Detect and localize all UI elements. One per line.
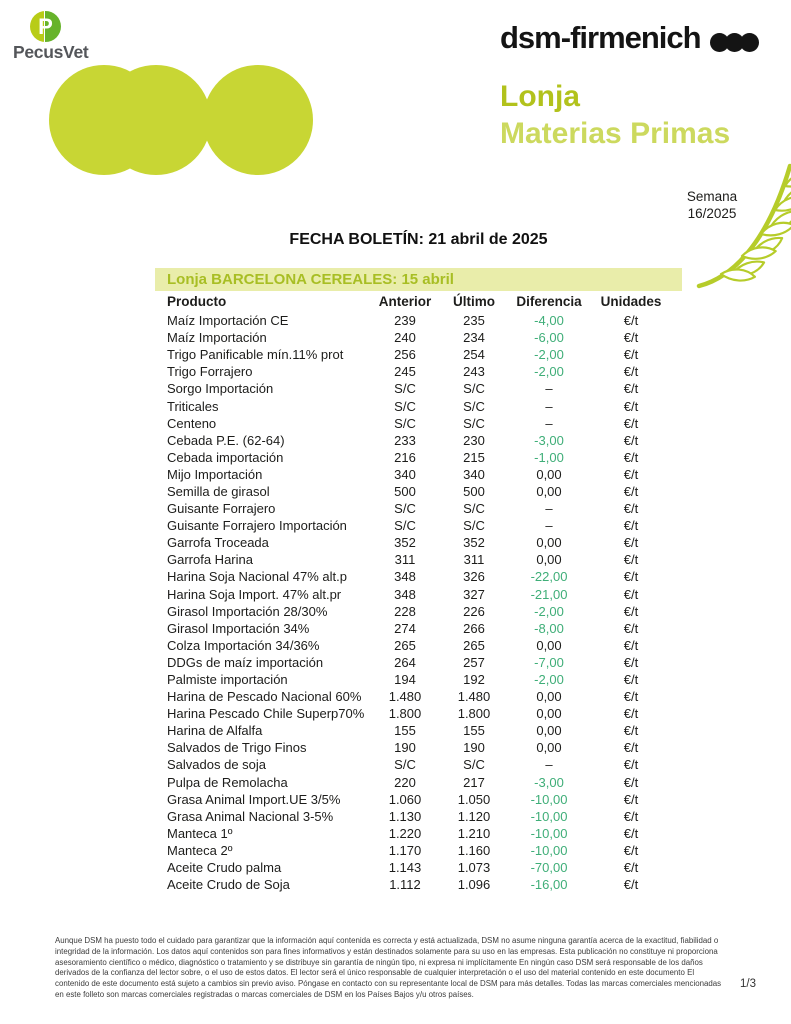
cell-ultimo: 230 <box>463 432 485 448</box>
cell-ultimo: 311 <box>463 552 485 568</box>
table-row <box>155 791 682 808</box>
cell-unidades: €/t <box>623 569 639 585</box>
cell-unidades: €/t <box>623 313 639 329</box>
cell-ultimo: S/C <box>463 398 485 414</box>
cell-anterior: 220 <box>394 774 416 790</box>
table-row <box>155 756 682 773</box>
table-row <box>155 312 682 329</box>
cell-producto: Pulpa de Remolacha <box>167 774 288 790</box>
cell-producto: Girasol Importación 28/30% <box>167 603 328 619</box>
cell-unidades: €/t <box>623 740 639 756</box>
table-row <box>155 739 682 756</box>
cell-producto: Centeno <box>167 415 217 431</box>
table-row <box>155 620 682 637</box>
cell-diferencia: 0,00 <box>536 637 562 653</box>
cell-producto: Harina de Alfalfa <box>167 723 263 739</box>
cell-anterior: 239 <box>394 313 416 329</box>
table-row <box>155 688 682 705</box>
cell-diferencia: -2,00 <box>534 364 564 380</box>
cell-unidades: €/t <box>623 483 639 499</box>
table-row <box>155 466 682 483</box>
section-header-bar <box>155 268 682 291</box>
cell-diferencia: -3,00 <box>534 432 564 448</box>
cell-unidades: €/t <box>623 552 639 568</box>
cell-anterior: 194 <box>394 672 416 688</box>
cell-unidades: €/t <box>623 466 639 482</box>
cell-diferencia: -8,00 <box>534 620 564 636</box>
cell-unidades: €/t <box>623 381 639 397</box>
legal-disclaimer: Aunque DSM ha puesto todo el cuidado para garantizar que la información aquí contenida es correcta y está actualizada, DSM no asume ninguna garantía acerca de la exactitud, fiabilidad o integridad de la información. Los datos aquí contenidos son para fines informativos y están destinados solamente para su uso en las empresas. Esta publicación no constituye ni proporciona asesoramiento científico o médico, diagnóstico o tratamiento y se distribuye sin garantía de ningún tipo, ni expresa ni implícitamente En ningún caso DSM será responsable de los daños derivados de la confianza del lector sobre, o el uso de estos datos. El lector será el único responsable de cualquier interpretación o el uso del material contenido en este documento El contenido de este documento está sujeto a cambios sin previo aviso. Póngase en contacto con su representante local de DSM para más detalles. Todas las marcas comerciales mencionadas en este folleto son marcas comerciales registradas o marcas comerciales de DSM en los Países Bajos y/u otros países. <box>55 936 722 999</box>
cell-unidades: €/t <box>623 330 639 346</box>
cell-diferencia: -10,00 <box>530 808 568 824</box>
cell-anterior: 228 <box>394 603 416 619</box>
cell-ultimo: 266 <box>463 620 485 636</box>
cell-anterior: 348 <box>394 586 416 602</box>
cell-anterior: 245 <box>394 364 416 380</box>
cell-producto: Manteca 1º <box>167 825 233 841</box>
cell-unidades: €/t <box>623 689 639 705</box>
col-header-anterior: Anterior <box>378 294 432 309</box>
cell-ultimo: 1.480 <box>457 689 491 705</box>
cell-producto: Trigo Panificable mín.11% prot <box>167 347 344 363</box>
cell-anterior: 1.170 <box>388 842 422 858</box>
cell-anterior: 274 <box>394 620 416 636</box>
cell-diferencia: -22,00 <box>530 569 568 585</box>
cell-unidades: €/t <box>623 757 639 773</box>
cell-diferencia: 0,00 <box>536 466 562 482</box>
cell-producto: Aceite Crudo palma <box>167 860 282 876</box>
cell-producto: Guisante Forrajero Importación <box>167 518 347 534</box>
dsm-firmenich-wordmark: dsm-firmenich <box>500 20 701 55</box>
cell-producto: Maíz Importación CE <box>167 313 289 329</box>
cell-anterior: 265 <box>394 637 416 653</box>
cell-diferencia: 0,00 <box>536 723 562 739</box>
cell-anterior: 155 <box>394 723 416 739</box>
cell-diferencia: -2,00 <box>534 672 564 688</box>
page-number: 1/3 <box>740 978 756 990</box>
doc-title-line2: Materias Primas <box>500 117 731 150</box>
cell-producto: Harina Soja Nacional 47% alt.p <box>167 569 347 585</box>
cell-anterior: 348 <box>394 569 416 585</box>
cell-unidades: €/t <box>623 620 639 636</box>
cell-producto: Grasa Animal Import.UE 3/5% <box>167 791 341 807</box>
cell-producto: Guisante Forrajero <box>167 501 276 517</box>
cell-ultimo: S/C <box>463 415 485 431</box>
cell-anterior: 1.112 <box>389 877 421 893</box>
cell-diferencia: -70,00 <box>530 860 568 876</box>
cell-diferencia: -6,00 <box>534 330 564 346</box>
col-header-unidades: Unidades <box>600 294 662 309</box>
section-title: Lonja BARCELONA CEREALES: 15 abril <box>167 271 454 288</box>
cell-ultimo: 1.210 <box>457 825 491 841</box>
cell-ultimo: 243 <box>463 364 485 380</box>
cell-producto: Semilla de girasol <box>167 483 270 499</box>
cell-producto: Palmiste importación <box>167 672 288 688</box>
cell-ultimo: 217 <box>463 774 485 790</box>
cell-diferencia: 0,00 <box>536 689 562 705</box>
cell-producto: Garrofa Harina <box>167 552 253 568</box>
table-row <box>155 534 682 551</box>
cell-anterior: 1.480 <box>388 689 422 705</box>
table-row <box>155 842 682 859</box>
cell-ultimo: 254 <box>463 347 485 363</box>
cell-unidades: €/t <box>623 586 639 602</box>
table-row <box>155 415 682 432</box>
week-label: Semana <box>686 189 738 204</box>
cell-anterior: 1.060 <box>388 791 422 807</box>
cell-unidades: €/t <box>623 637 639 653</box>
table-row <box>155 500 682 517</box>
cell-producto: DDGs de maíz importación <box>167 654 324 670</box>
cell-diferencia: – <box>545 501 553 517</box>
cell-producto: Garrofa Troceada <box>167 535 269 551</box>
cell-diferencia: -1,00 <box>534 449 564 465</box>
table-header-row <box>155 291 682 312</box>
lime-circle-decoration <box>203 65 313 175</box>
cell-anterior: 233 <box>394 432 416 448</box>
table-row <box>155 825 682 842</box>
cell-producto: Cebada importación <box>167 449 284 465</box>
cell-producto: Maíz Importación <box>167 330 267 346</box>
cell-producto: Triticales <box>167 398 219 414</box>
cell-anterior: 500 <box>394 483 416 499</box>
cell-unidades: €/t <box>623 808 639 824</box>
cell-ultimo: 226 <box>463 603 485 619</box>
cell-anterior: 240 <box>394 330 416 346</box>
cell-anterior: 311 <box>394 552 416 568</box>
pecusvet-logo-letter: P <box>38 13 53 39</box>
cell-unidades: €/t <box>623 518 639 534</box>
table-row <box>155 774 682 791</box>
cell-unidades: €/t <box>623 398 639 414</box>
table-row <box>155 432 682 449</box>
table-row <box>155 363 682 380</box>
cell-ultimo: S/C <box>463 518 485 534</box>
price-table <box>155 291 682 893</box>
cell-anterior: S/C <box>394 398 416 414</box>
cell-producto: Salvados de soja <box>167 757 267 773</box>
cell-ultimo: S/C <box>463 757 485 773</box>
pecusvet-logo-icon <box>30 11 61 42</box>
cell-unidades: €/t <box>623 364 639 380</box>
table-row <box>155 551 682 568</box>
cell-anterior: S/C <box>394 381 416 397</box>
cell-diferencia: -16,00 <box>530 877 568 893</box>
cell-anterior: 264 <box>394 654 416 670</box>
cell-unidades: €/t <box>623 603 639 619</box>
cell-anterior: 190 <box>394 740 416 756</box>
cell-anterior: 1.800 <box>388 706 422 722</box>
cell-ultimo: 192 <box>463 672 485 688</box>
cell-producto: Harina Pescado Chile Superp70% <box>167 706 365 722</box>
cell-ultimo: 215 <box>463 449 485 465</box>
cell-ultimo: 340 <box>463 466 485 482</box>
cell-anterior: 340 <box>394 466 416 482</box>
cell-unidades: €/t <box>623 842 639 858</box>
cell-ultimo: 326 <box>463 569 485 585</box>
cell-diferencia: -10,00 <box>530 825 568 841</box>
cell-ultimo: 235 <box>463 313 485 329</box>
table-row <box>155 603 682 620</box>
cell-ultimo: 190 <box>463 740 485 756</box>
table-row <box>155 808 682 825</box>
cell-ultimo: 1.160 <box>457 842 491 858</box>
cell-diferencia: – <box>545 415 553 431</box>
cell-ultimo: 155 <box>463 723 485 739</box>
cell-unidades: €/t <box>623 774 639 790</box>
cell-unidades: €/t <box>623 535 639 551</box>
cell-producto: Manteca 2º <box>167 842 233 858</box>
cell-anterior: 1.220 <box>388 825 422 841</box>
cell-unidades: €/t <box>623 501 639 517</box>
cell-diferencia: -21,00 <box>530 586 568 602</box>
cell-unidades: €/t <box>623 449 639 465</box>
cell-ultimo: 500 <box>463 483 485 499</box>
dsm-firmenich-logo <box>500 22 759 53</box>
col-header-diferencia: Diferencia <box>516 294 582 309</box>
table-row <box>155 397 682 414</box>
cell-diferencia: – <box>545 518 553 534</box>
cell-unidades: €/t <box>623 347 639 363</box>
week-value: 16/2025 <box>687 206 737 221</box>
cell-ultimo: 1.120 <box>457 808 491 824</box>
table-row <box>155 449 682 466</box>
cell-ultimo: 352 <box>463 535 485 551</box>
col-header-producto: Producto <box>167 294 227 309</box>
cell-producto: Harina de Pescado Nacional 60% <box>167 689 362 705</box>
cell-unidades: €/t <box>623 860 639 876</box>
cell-producto: Salvados de Trigo Finos <box>167 740 307 756</box>
table-row <box>155 517 682 534</box>
cell-ultimo: 257 <box>463 654 485 670</box>
cell-unidades: €/t <box>623 877 639 893</box>
dsm-firmenich-dots-icon <box>710 33 759 52</box>
table-row <box>155 483 682 500</box>
cell-anterior: 1.130 <box>388 808 422 824</box>
cell-ultimo: S/C <box>463 381 485 397</box>
doc-title-line1: Lonja <box>500 80 580 113</box>
cell-ultimo: 1.050 <box>457 791 491 807</box>
cell-producto: Harina Soja Import. 47% alt.pr <box>167 586 342 602</box>
cell-anterior: 256 <box>394 347 416 363</box>
cell-diferencia: -2,00 <box>534 347 564 363</box>
cell-producto: Girasol Importación 34% <box>167 620 310 636</box>
cell-ultimo: 234 <box>463 330 485 346</box>
table-row <box>155 671 682 688</box>
wheat-branch-icon <box>696 162 791 294</box>
cell-ultimo: 327 <box>463 586 485 602</box>
cell-anterior: S/C <box>394 415 416 431</box>
cell-diferencia: 0,00 <box>536 740 562 756</box>
table-row <box>155 586 682 603</box>
cell-diferencia: 0,00 <box>536 535 562 551</box>
cell-ultimo: 1.096 <box>457 877 491 893</box>
cell-producto: Sorgo Importación <box>167 381 274 397</box>
cell-unidades: €/t <box>623 723 639 739</box>
cell-diferencia: -10,00 <box>530 842 568 858</box>
cell-unidades: €/t <box>623 706 639 722</box>
cell-unidades: €/t <box>623 415 639 431</box>
table-row <box>155 329 682 346</box>
bulletin-date: FECHA BOLETÍN: 21 abril de 2025 <box>289 231 548 248</box>
table-row <box>155 654 682 671</box>
cell-producto: Trigo Forrajero <box>167 364 253 380</box>
cell-anterior: S/C <box>394 501 416 517</box>
cell-ultimo: 1.073 <box>457 860 491 876</box>
table-row <box>155 705 682 722</box>
cell-anterior: 1.143 <box>388 860 422 876</box>
cell-anterior: S/C <box>394 757 416 773</box>
table-body <box>155 312 682 893</box>
cell-diferencia: -3,00 <box>534 774 564 790</box>
cell-ultimo: 265 <box>463 637 485 653</box>
table-row <box>155 637 682 654</box>
cell-ultimo: 1.800 <box>457 706 491 722</box>
cell-diferencia: – <box>545 398 553 414</box>
cell-unidades: €/t <box>623 791 639 807</box>
cell-diferencia: -10,00 <box>530 791 568 807</box>
cell-anterior: 216 <box>394 449 416 465</box>
lime-circle-decoration <box>101 65 211 175</box>
cell-diferencia: -2,00 <box>534 603 564 619</box>
cell-unidades: €/t <box>623 432 639 448</box>
cell-producto: Colza Importación 34/36% <box>167 637 320 653</box>
table-row <box>155 722 682 739</box>
cell-diferencia: 0,00 <box>536 483 562 499</box>
cell-anterior: S/C <box>394 518 416 534</box>
cell-producto: Mijo Importación <box>167 466 263 482</box>
cell-unidades: €/t <box>623 825 639 841</box>
cell-diferencia: – <box>545 757 553 773</box>
cell-diferencia: -7,00 <box>534 654 564 670</box>
cell-unidades: €/t <box>623 672 639 688</box>
pecusvet-wordmark: PecusVet <box>13 42 89 62</box>
cell-ultimo: S/C <box>463 501 485 517</box>
cell-producto: Grasa Animal Nacional 3-5% <box>167 808 334 824</box>
cell-diferencia: -4,00 <box>534 313 564 329</box>
cell-producto: Cebada P.E. (62-64) <box>167 432 285 448</box>
cell-unidades: €/t <box>623 654 639 670</box>
cell-producto: Aceite Crudo de Soja <box>167 877 290 893</box>
cell-diferencia: – <box>545 381 553 397</box>
table-row <box>155 568 682 585</box>
table-row <box>155 876 682 893</box>
table-row <box>155 380 682 397</box>
table-row <box>155 859 682 876</box>
cell-diferencia: 0,00 <box>536 552 562 568</box>
table-row <box>155 346 682 363</box>
col-header-ultimo: Último <box>453 294 495 309</box>
cell-anterior: 352 <box>394 535 416 551</box>
cell-diferencia: 0,00 <box>536 706 562 722</box>
